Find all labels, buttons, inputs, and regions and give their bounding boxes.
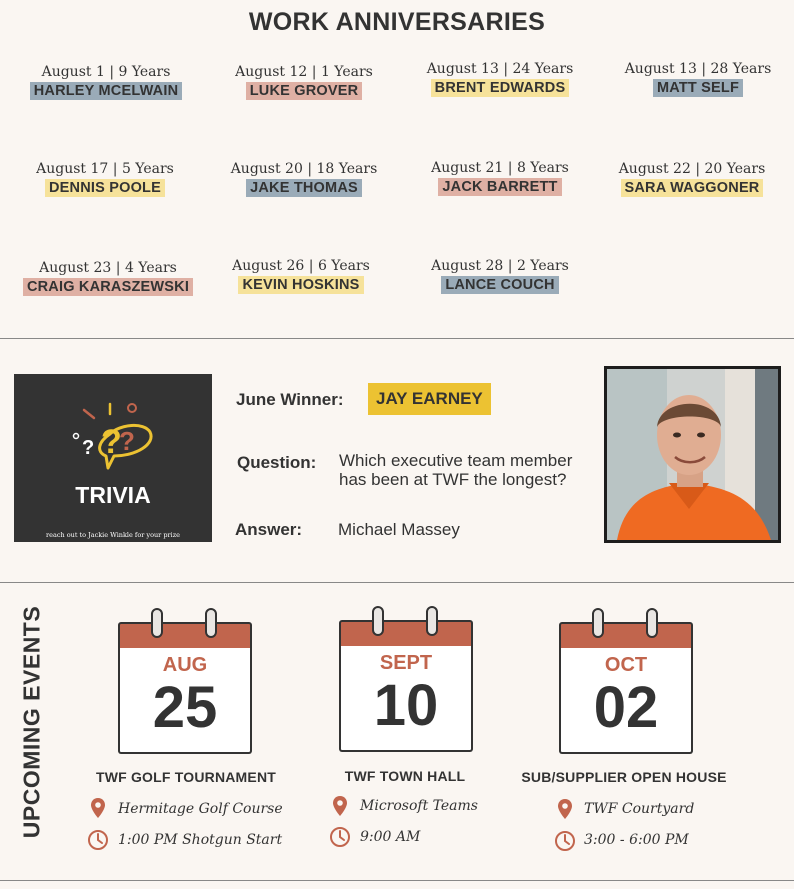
question-text-line2: has been at TWF the longest?: [339, 470, 567, 489]
anniversary-date: August 12 | 1 Years: [235, 64, 373, 80]
anniversary-date: August 28 | 2 Years: [431, 258, 569, 274]
anniversary-date: August 13 | 28 Years: [624, 61, 772, 77]
anniversary-date: August 1 | 9 Years: [41, 64, 171, 80]
trivia-note: reach out to Jackie Winkle for your prize: [46, 531, 180, 539]
anniversary-name: MATT SELF: [653, 79, 743, 97]
anniversary-item: [204, 160, 404, 197]
svg-text:?: ?: [101, 423, 122, 461]
section-divider: [0, 582, 794, 583]
anniversary-name: KEVIN HOSKINS: [238, 276, 363, 294]
calendar-icon: [118, 608, 252, 742]
location-pin-icon: [332, 795, 348, 817]
anniversary-item: [204, 63, 404, 100]
event-name: TWF GOLF TOURNAMENT: [95, 769, 277, 785]
anniversary-date: August 22 | 20 Years: [618, 161, 766, 177]
anniversary-date: August 26 | 6 Years: [232, 258, 370, 274]
event-time: 3:00 - 6:00 PM: [584, 832, 689, 848]
page-title: WORK ANNIVERSARIES: [248, 8, 546, 36]
events-section-title: UPCOMING EVENTS: [18, 605, 45, 839]
anniversary-date: August 23 | 4 Years: [39, 260, 177, 276]
anniversary-name: CRAIG KARASZEWSKI: [23, 278, 193, 296]
clock-icon: [87, 829, 109, 851]
event-month: AUG: [162, 654, 208, 676]
clock-icon: [554, 830, 576, 852]
anniversary-name: HARLEY MCELWAIN: [30, 82, 183, 100]
anniversary-item: [592, 160, 792, 197]
winner-photo: [604, 366, 781, 543]
event-day: 25: [152, 675, 218, 740]
event-month: OCT: [604, 654, 648, 676]
event-location: Hermitage Golf Course: [118, 801, 283, 817]
anniversary-name: JAKE THOMAS: [246, 179, 362, 197]
anniversary-name: LANCE COUCH: [441, 276, 558, 294]
location-pin-icon: [90, 797, 106, 819]
anniversary-item: [400, 257, 600, 294]
anniversary-item: [6, 63, 206, 100]
trivia-badge: [14, 374, 212, 542]
section-divider: [0, 338, 794, 339]
anniversary-item: [5, 160, 205, 197]
svg-text:?: ?: [119, 426, 135, 456]
location-pin-icon: [557, 798, 573, 820]
anniversary-name: JACK BARRETT: [438, 178, 561, 196]
section-divider: [0, 880, 794, 881]
anniversary-date: August 21 | 8 Years: [431, 160, 569, 176]
event-name: SUB/SUPPLIER OPEN HOUSE: [521, 769, 727, 785]
calendar-icon: [559, 608, 693, 742]
anniversary-name: DENNIS POOLE: [45, 179, 165, 197]
event-name: TWF TOWN HALL: [344, 768, 466, 784]
anniversary-name: SARA WAGGONER: [621, 179, 764, 197]
anniversary-name: LUKE GROVER: [246, 82, 363, 100]
anniversary-item: [400, 60, 600, 97]
anniversary-name: BRENT EDWARDS: [431, 79, 570, 97]
anniversary-date: August 20 | 18 Years: [230, 161, 378, 177]
winner-name: JAY EARNEY: [368, 383, 491, 415]
question-bubble-icon: [70, 398, 160, 474]
calendar-icon: [339, 606, 473, 740]
event-day: 10: [373, 673, 439, 738]
anniversary-item: [400, 159, 600, 196]
event-time: 1:00 PM Shotgun Start: [118, 832, 283, 848]
anniversary-item: [8, 259, 208, 296]
question-text-line1: Which executive team member: [339, 451, 573, 470]
clock-icon: [329, 826, 351, 848]
answer-label: Answer:: [235, 520, 303, 539]
svg-text:?: ?: [82, 437, 95, 459]
event-time: 9:00 AM: [360, 829, 421, 845]
anniversary-date: August 13 | 24 Years: [426, 61, 574, 77]
event-location: Microsoft Teams: [360, 798, 478, 814]
answer-text: Michael Massey: [338, 520, 460, 539]
anniversary-date: August 17 | 5 Years: [36, 161, 174, 177]
anniversary-item: [598, 60, 794, 97]
trivia-title: TRIVIA: [75, 482, 151, 508]
event-month: SEPT: [379, 652, 433, 674]
question-label: Question:: [237, 453, 317, 472]
event-day: 02: [593, 675, 659, 740]
event-location: TWF Courtyard: [584, 801, 695, 817]
winner-label: June Winner:: [236, 390, 344, 409]
anniversary-item: [201, 257, 401, 294]
